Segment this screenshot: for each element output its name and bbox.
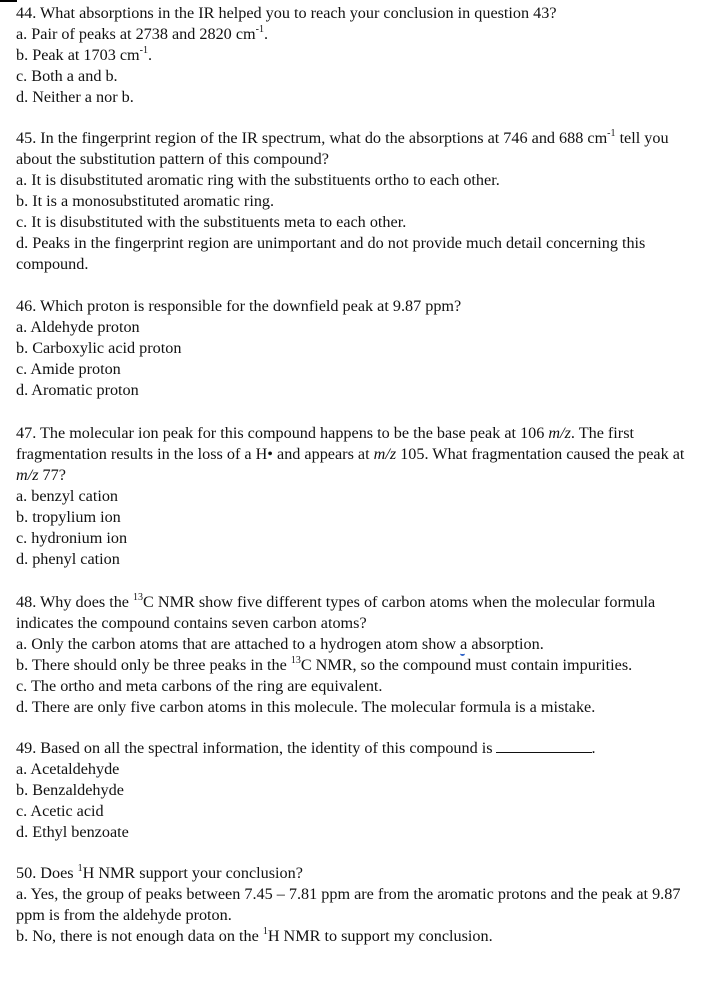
question-46-option-b[interactable]: b. Carboxylic acid proton <box>16 339 182 357</box>
question-47-stem <box>16 423 706 486</box>
question-45 <box>16 128 706 275</box>
question-document <box>16 3 706 968</box>
superscript: 13 <box>290 654 301 666</box>
question-45-option-c[interactable]: c. It is disubstituted with the substituents meta to each other. <box>16 213 407 231</box>
page-corner-mark <box>0 0 17 2</box>
stem-text: 45. In the fingerprint region of the IR spectrum, what do the absorptions at 746 and 688 cm <box>16 129 608 147</box>
question-47 <box>16 423 706 570</box>
question-44-option-b[interactable] <box>16 45 706 66</box>
question-45-option-b[interactable]: b. It is a monosubstituted aromatic ring. <box>16 192 275 210</box>
stem-text: . The first fragmentation results in the loss of a H• and appears at <box>16 424 634 463</box>
option-text: a. Only the carbon atoms that are attached to a hydrogen atom show <box>16 635 461 653</box>
question-46-stem: 46. Which proton is responsible for the downfield peak at 9.87 ppm? <box>16 297 462 315</box>
question-48-option-a[interactable] <box>16 634 706 655</box>
option-text-end: H NMR to support my conclusion. <box>267 927 493 945</box>
stem-text-end: C NMR show five different types of carbon atoms when the molecular formula indicates the compound contains seven carbon atoms? <box>16 593 656 632</box>
question-44-option-c[interactable]: c. Both a and b. <box>16 67 118 85</box>
question-46-option-c[interactable]: c. Amide proton <box>16 360 121 378</box>
question-45-option-a[interactable]: a. It is disubstituted aromatic ring with the substituents ortho to each other. <box>16 171 500 189</box>
question-44-stem: 44. What absorptions in the IR helped you to reach your conclusion in question 43? <box>16 4 557 22</box>
option-text-end: absorption. <box>467 635 544 653</box>
superscript: -1 <box>607 127 616 139</box>
superscript: -1 <box>139 44 148 56</box>
question-48-option-c[interactable]: c. The ortho and meta carbons of the ring are equivalent. <box>16 677 383 695</box>
question-46-option-d[interactable]: d. Aromatic proton <box>16 381 139 399</box>
stem-text-end: tell you about the substitution pattern of this compound? <box>16 129 669 168</box>
spellcheck-marked-word: a <box>460 635 468 653</box>
question-50-option-b[interactable] <box>16 926 706 947</box>
stem-text: 47. The molecular ion peak for this compound happens to be the base peak at 106 <box>16 424 549 442</box>
answer-blank[interactable] <box>496 738 592 753</box>
superscript: 1 <box>262 925 268 937</box>
question-49-stem <box>16 738 706 759</box>
question-48 <box>16 592 706 718</box>
question-46 <box>16 296 706 401</box>
stem-text: 105. What fragmentation caused the peak at <box>396 445 685 463</box>
option-text: b. Peak at 1703 cm <box>16 46 140 64</box>
question-48-stem <box>16 592 706 634</box>
stem-text: 48. Why does the <box>16 593 134 611</box>
question-44-option-d[interactable]: d. Neither a nor b. <box>16 88 134 106</box>
superscript: 1 <box>77 862 83 874</box>
stem-text-end: . <box>591 739 596 757</box>
question-44 <box>16 3 706 108</box>
question-45-stem <box>16 128 706 170</box>
stem-text-end: 77? <box>38 466 66 484</box>
question-49 <box>16 738 706 843</box>
question-49-option-d[interactable]: d. Ethyl benzoate <box>16 823 129 841</box>
question-49-option-b[interactable]: b. Benzaldehyde <box>16 781 124 799</box>
mz-unit: m/z <box>548 424 571 442</box>
option-text-end: . <box>147 46 153 64</box>
option-text-end: C NMR, so the compound must contain impurities. <box>300 656 633 674</box>
superscript: 13 <box>133 591 144 603</box>
question-48-option-d[interactable]: d. There are only five carbon atoms in this molecule. The molecular formula is a mistake. <box>16 698 596 716</box>
option-text: a. Pair of peaks at 2738 and 2820 cm <box>16 25 256 43</box>
question-50-stem <box>16 863 706 884</box>
stem-text-end: H NMR support your conclusion? <box>82 864 303 882</box>
question-47-option-c[interactable]: c. hydronium ion <box>16 529 128 547</box>
question-50 <box>16 863 706 947</box>
mz-unit: m/z <box>373 445 397 463</box>
option-text-end: . <box>263 25 268 43</box>
question-46-option-a[interactable]: a. Aldehyde proton <box>16 318 140 336</box>
stem-text: 50. Does <box>16 864 78 882</box>
question-45-option-d[interactable]: d. Peaks in the fingerprint region are unimportant and do not provide much detail concerning this compound. <box>16 234 646 273</box>
question-47-option-a[interactable]: a. benzyl cation <box>16 487 119 505</box>
mz-unit: m/z <box>16 466 39 484</box>
stem-text: 49. Based on all the spectral information, the identity of this compound is <box>16 739 493 757</box>
question-48-option-b[interactable] <box>16 655 706 676</box>
question-44-option-a[interactable] <box>16 24 706 45</box>
question-49-option-a[interactable]: a. Acetaldehyde <box>16 760 120 778</box>
question-47-option-b[interactable]: b. tropylium ion <box>16 508 121 526</box>
question-50-option-a[interactable]: a. Yes, the group of peaks between 7.45 – 7.81 ppm are from the aromatic protons and the peak at 9.87 ppm is from the aldehyde proton. <box>16 885 681 924</box>
question-47-option-d[interactable]: d. phenyl cation <box>16 550 120 568</box>
option-text: b. There should only be three peaks in the <box>16 656 291 674</box>
question-49-option-c[interactable]: c. Acetic acid <box>16 802 104 820</box>
option-text: b. No, there is not enough data on the <box>16 927 263 945</box>
superscript: -1 <box>255 23 264 35</box>
